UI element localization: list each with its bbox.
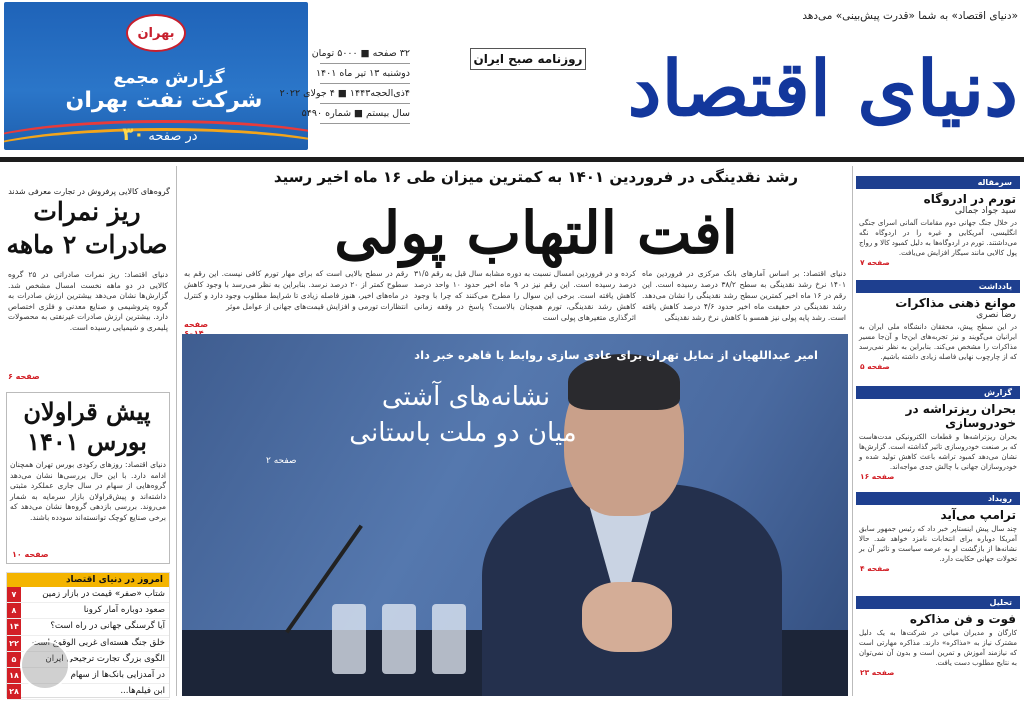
right-section-note[interactable] [856,280,1020,371]
right-section-analysis[interactable] [856,596,1020,677]
today-item-text: در آمدزایی بانک‌ها از سهام [70,669,165,680]
issue-info [279,44,410,124]
newspaper-logo[interactable]: دنیای اقتصاد [627,44,1018,133]
photo-title-line-2[interactable]: میان دو ملت باستانی [349,418,577,448]
photo-page-ref[interactable]: صفحه ۲ [266,456,297,466]
right-section-page-ref[interactable]: صفحه ۱۶ [860,472,895,481]
left-kicker-1: گروه‌های کالایی پرفروش در تجارت معرفی شدند [8,187,170,196]
left-story2-title-line1[interactable]: پیش قراولان [23,397,151,426]
right-section-label: تحلیل [856,596,1020,609]
right-section-label: سرمقاله [856,176,1020,189]
photo-glass [382,604,416,674]
column-divider [852,166,853,696]
photo-person-hands [582,582,672,652]
right-section-label: گزارش [856,386,1020,399]
right-section-title: تورم در ادروگاه [923,192,1016,206]
left-story1-title-line2[interactable]: صادرات ۲ ماهه [6,230,168,259]
today-item-text: شتاب «صفر» قیمت در بازار زمین [42,589,165,599]
photo-glass [432,604,466,674]
issue-date-hijri: ۴ذی‌الحجه۱۴۴۳ ■ ۴ جولای ۲۰۲۲ [320,84,410,104]
right-section-title: فوت و فن مذاکره [909,612,1016,626]
ad-page-prefix: در صفحه [148,129,198,144]
right-section-event[interactable] [856,492,1020,573]
right-section-text: بحران ریزتراشه‌ها و قطعات الکترونیکی مدت‌هاست که بر صنعت خودروسازی تاثیر گذاشته است. گزارش‌ها نشان می‌دهد کمبود تراشه باعث کاهش تولید شده و خودروسازان جهانی با چالش جدی مواجه‌اند. [859,433,1017,471]
today-item[interactable] [7,587,169,603]
lead-column-3: رقم در سطح بالایی است که برای مهار تورم کافی نیست. این رقم به سطوح کمتر از ۲۰ درصد نرسد. بنابراین به نظر می‌رسد با وجود کاهش در ماه‌های اخیر، هنوز فاصله زیادی تا شرایط مطلوب وجود دارد و کنترل انتظارات تورمی و افزایش قیمت‌های جهانی از عوامل موثر [184,269,408,311]
ad-line-1: گزارش مجمع [113,68,225,88]
today-item-text: خلق جنگ هسته‌ای غربی الوقوع است [31,637,165,648]
right-section-title: موانع ذهنی مذاکرات [895,296,1016,310]
right-section-text: کارگان و مدیران میانی در شرکت‌ها به یک دلیل مشترک نیاز به «مذاکره» دارند. مذاکره مهارتی است که نیازمند آموزش و تمرین است و بدون آن نمی‌توان به نتایج مطلوب دست یافت. [859,629,1017,667]
ad-line-3 [100,124,220,145]
left-story2-page-ref[interactable]: صفحه ۱۰ [12,550,49,559]
today-item[interactable] [7,619,169,635]
left-story1-body: دنیای اقتصاد: ریز نمرات صادراتی در ۲۵ گروه کالایی در دو ماهه نخست امسال مشخص شد. گزارش‌ها نشان می‌دهد بیشترین ارزش صادرات به گروه پتروشیمی و صنایع معدنی و فلزی اختصاص دارد. بیشترین ارزش صادرات غیرنفتی به محصولات پلیمری و شیمیایی رسیده است. [8,270,168,332]
today-item-page: ۷ [7,587,21,602]
today-item-page: ۱۴ [7,619,21,634]
today-item-page: ۲۲ [7,636,21,651]
today-item-text: الگوی بزرگ تجارت ترجیحی ایران [45,653,165,664]
issue-date-shamsi: دوشنبه ۱۳ تیر ماه ۱۴۰۱ [320,64,410,84]
right-section-page-ref[interactable]: صفحه ۷ [860,258,890,267]
lead-column-1: دنیای اقتصاد: بر اساس آمارهای بانک مرکزی در فروردین ماه ۱۴۰۱ نرخ رشد نقدینگی به سطح ۳۸/۲ درصد رسیده است. این رقم در ۱۶ ماه اخیر کمترین سطح رشد نقدینگی را نشان می‌دهد. رشد نقدینگی در حقیقت ماه اخیر حدود ۴/۶ درصد کاهش یافته است. رشد پایه پولی نیز همسو با کاهش نرخ رشد نقدینگی [642,269,846,322]
column-divider [176,166,177,696]
right-section-editorial[interactable] [856,176,1020,267]
issue-pages-price: ۳۲ صفحه ■ ۵۰۰۰ تومان [320,44,410,64]
right-section-text: در خلال جنگ جهانی دوم مقامات آلمانی اسرای جنگی انگلیسی، آمریکایی و غیره را در اردوگاه نگه می‌داشتند. تورم در اردوگاه‌ها به دلیل کمبود کالا و رواج پول کالایی مانند سیگار افزایش می‌یافت. [859,219,1017,257]
photo-supertitle[interactable]: امیر عبداللهیان از تمایل تهران برای عادی سازی روابط با قاهره خبر داد [414,348,818,362]
ad-page-number: ۳۰ [122,124,145,145]
right-section-report[interactable] [856,386,1020,481]
lead-headline[interactable]: افت التهاب پولی [334,199,738,267]
today-item-page: ۲۸ [7,684,21,699]
left-story2-body: دنیای اقتصاد: روزهای رکودی بورس تهران همچنان ادامه دارد. با این حال بررسی‌ها نشان می‌دهد گروه‌هایی از سهام در سال جاری عملکرد مثبتی داشته‌اند و پیش‌قراولان بازار سرمایه به شمار می‌روند. بررسی بازدهی گروه‌ها نشان می‌دهد که برخی صنایع کوچک توانسته‌اند سودده باشند. [10,460,166,522]
right-section-page-ref[interactable]: صفحه ۴ [860,564,890,573]
masthead-slogan: «دنیای اقتصاد» به شما «قدرت پیش‌بینی» می‌دهد [802,10,1018,22]
right-section-text: چند سال پیش اینستاپر خبر داد که رئیس جمهور سابق آمریکا دوباره برای انتخابات نامزد خواهد شد. حالا نشانه‌ها از بازگشت او به عرصه سیاست و تاثیر آن بر تحولات جهانی حکایت دارد. [859,525,1017,563]
left-story1-page-ref[interactable]: صفحه ۶ [8,372,40,381]
photo-title-line-1[interactable]: نشانه‌های آشتی [381,382,551,412]
today-item-page: ۱۸ [7,668,21,683]
today-item-page: ۵ [7,652,21,667]
photo-glass [332,604,366,674]
issue-year-number: سال بیستم ■ شماره ۵۴۹۰ [320,104,410,124]
left-story1-title-line1[interactable]: ریز نمرات [33,197,141,226]
left-story2-title-line2[interactable]: بورس ۱۴۰۱ [27,427,147,456]
today-item[interactable] [7,603,169,619]
masthead-divider [0,157,1024,162]
lead-photo[interactable] [182,334,848,696]
newspaper-tagline: روزنامه صبح ایران [470,48,586,70]
right-section-author: سید جواد جمالی [954,206,1016,216]
lead-column-2: کرده و در فروردین امسال نسبت به دوره مشابه سال قبل به رقم ۳۱/۵ درصد رسیده است. این رقم نیز در ۹ ماه اخیر حدود ۱۰ واحد درصد کاهش یافته است. برخی این سوال را مطرح می‌کنند که چرا با وجود کاهش رشد نقدینگی، تورم همچنان بالاست؟ پاسخ در وقفه زمانی اثرگذاری متغیرهای پولی است [414,269,636,322]
watermark-logo [20,640,140,692]
right-column [856,172,1020,698]
lead-page-ref[interactable]: صفحه [184,320,209,329]
today-item-text: صعود دوباره آمار کرونا [83,605,165,616]
right-section-page-ref[interactable]: صفحه ۲۳ [860,668,895,677]
right-section-title: ترامپ می‌آید [940,508,1016,522]
today-item-page: ۸ [7,603,21,618]
today-item-text: ابن فیلم‌ها... [120,686,165,697]
watermark-circle [20,640,70,690]
right-section-label: یادداشت [856,280,1020,293]
right-section-label: رویداد [856,492,1020,505]
today-title: امروز در دنیای اقتصاد [7,573,169,587]
ad-brand-logo: بهران [126,14,186,52]
right-section-title: بحران ریزتراشه در خودروسازی [905,402,1016,430]
right-section-page-ref[interactable]: صفحه ۵ [860,362,890,371]
right-section-author: رضا نصری [976,310,1016,320]
advertisement-banner[interactable] [4,2,308,150]
lead-kicker[interactable]: رشد نقدینگی در فروردین ۱۴۰۱ به کمترین میزان طی ۱۶ ماه اخیر رسید [273,168,799,186]
photo-person-hair [568,354,680,410]
today-item-text: آیا گرسنگی جهانی در راه است؟ [50,621,165,632]
right-section-text: در این سطح پیش، محققان دانشگاه ملی ایران به ایرانیان می‌گویند و نیز تجربه‌های این‌جا و آن‌جا مسیر مذاکرات را مشخص می‌کند. بنابراین به نظر نمی‌رسد که از چارچوب نهایی فاصله زیادی داشته باشیم. [859,323,1017,361]
ad-line-2: شرکت نفت بهران [65,88,263,113]
